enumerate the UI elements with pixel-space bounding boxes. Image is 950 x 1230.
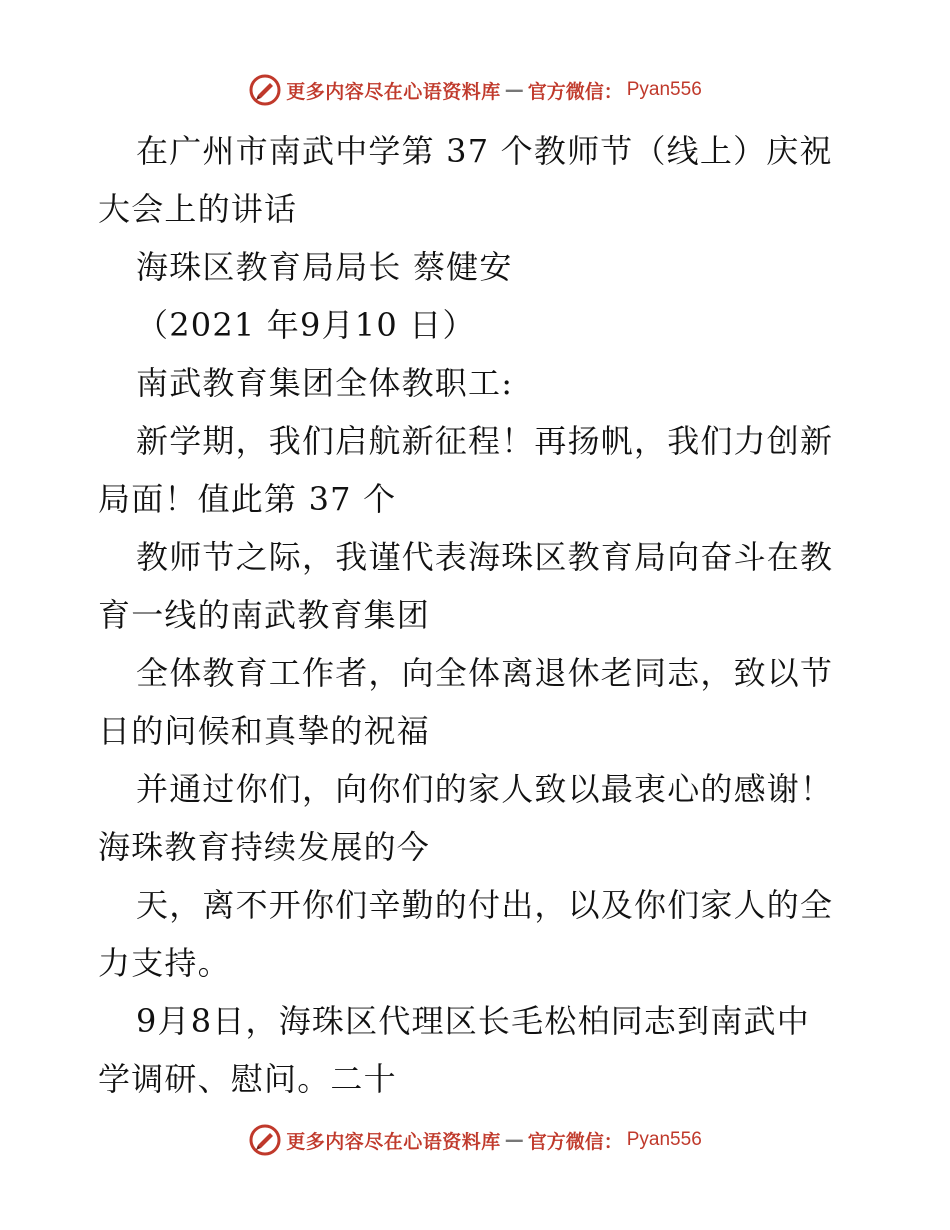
- paragraph-line: 日的问候和真挚的祝福: [98, 712, 431, 750]
- watermark-header: [0, 72, 950, 108]
- date-line: （2021 年9月10 日）: [136, 306, 476, 344]
- paragraph-line: 天，离不开你们辛勤的付出，以及你们家人的全: [136, 886, 834, 924]
- watermark-footer: [0, 1122, 950, 1158]
- logo-icon: [248, 73, 282, 107]
- speaker-line: 海珠区教育局局长 蔡健安: [136, 248, 513, 286]
- watermark-wechat-label: 官方微信：: [527, 1130, 623, 1153]
- watermark-separator: —: [504, 1129, 524, 1151]
- document-body: [98, 122, 858, 1108]
- logo-icon: [248, 1123, 282, 1157]
- paragraph-line: 局面！值此第 37 个: [98, 480, 397, 518]
- paragraph-line: 9月8日，海珠区代理区长毛松柏同志到南武中: [136, 1002, 810, 1040]
- paragraph-line: 力支持。: [98, 944, 231, 982]
- watermark-separator: —: [504, 79, 524, 101]
- paragraph-line: 并通过你们，向你们的家人致以最衷心的感谢！: [136, 770, 834, 808]
- paragraph-line: 新学期，我们启航新征程！再扬帆，我们力创新: [136, 422, 834, 460]
- watermark-wechat-id: Pyan556: [626, 1129, 702, 1150]
- salutation-line: 南武教育集团全体教职工:: [136, 364, 514, 402]
- title-line-1: 在广州市南武中学第 37 个教师节（线上）庆祝: [136, 132, 833, 170]
- paragraph-line: 海珠教育持续发展的今: [98, 828, 431, 866]
- watermark-wechat-label: 官方微信：: [527, 80, 623, 103]
- watermark-text: 更多内容尽在心语资料库: [286, 80, 501, 103]
- paragraph-line: 学调研、慰问。二十: [98, 1060, 397, 1098]
- paragraph-line: 教师节之际，我谨代表海珠区教育局向奋斗在教: [136, 538, 834, 576]
- paragraph-line: 育一线的南武教育集团: [98, 596, 431, 634]
- title-line-2: 大会上的讲话: [98, 190, 298, 228]
- watermark-wechat-id: Pyan556: [626, 79, 702, 100]
- paragraph-line: 全体教育工作者，向全体离退休老同志，致以节: [136, 654, 834, 692]
- watermark-text: 更多内容尽在心语资料库: [286, 1130, 501, 1153]
